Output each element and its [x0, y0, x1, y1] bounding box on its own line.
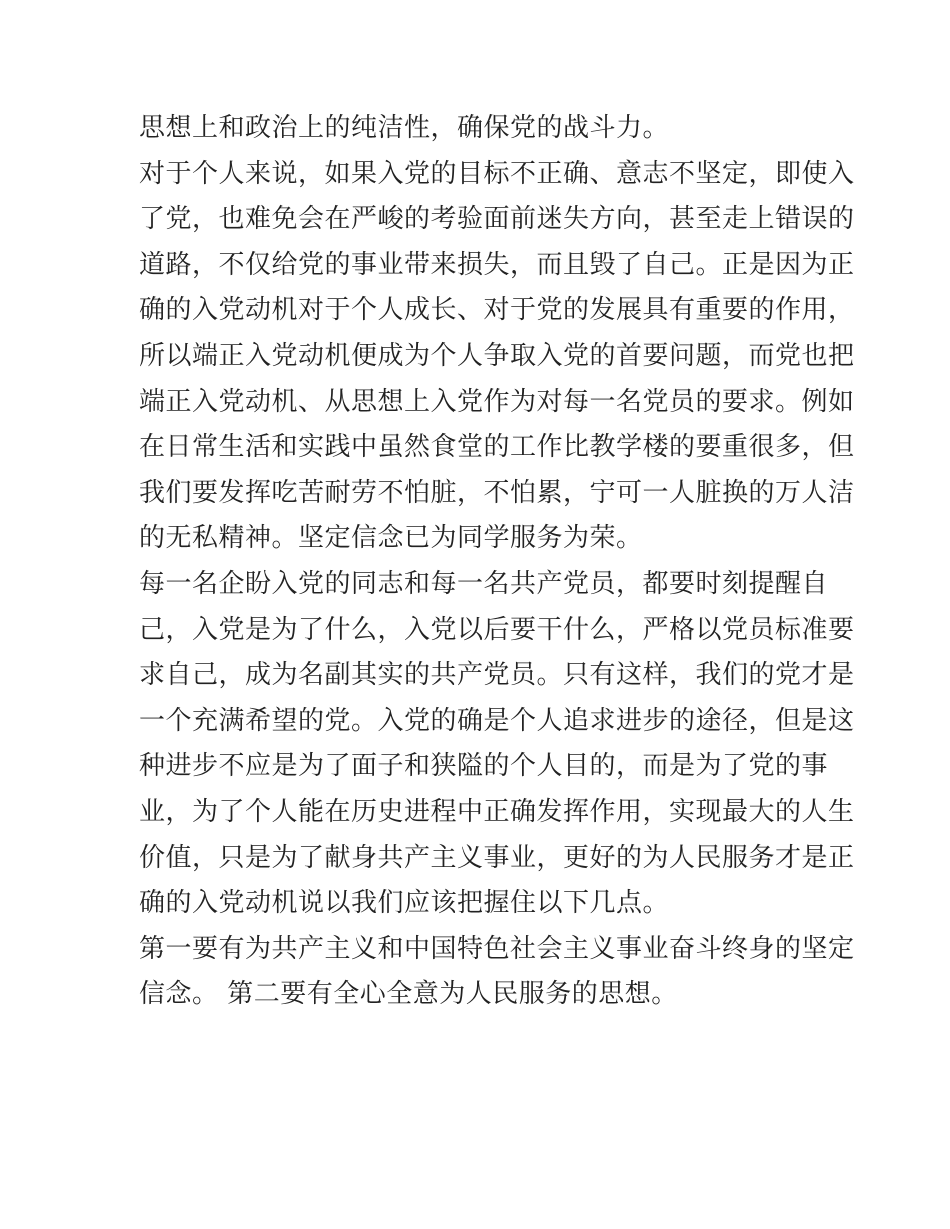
text-line: 一个充满希望的党。入党的确是个人追求进步的途径，但是这 [139, 705, 855, 736]
text-line: 在日常生活和实践中虽然食堂的工作比教学楼的要重很多，但 [139, 432, 855, 463]
text-line: 业，为了个人能在历史进程中正确发挥作用，实现最大的人生 [139, 796, 855, 827]
text-line: 对于个人来说，如果入党的目标不正确、意志不坚定，即使入 [139, 158, 855, 189]
text-line: 己，入党是为了什么，入党以后要干什么，严格以党员标准要 [139, 614, 855, 645]
text-line: 种进步不应是为了面子和狭隘的个人目的，而是为了党的事 [139, 751, 829, 782]
text-line: 价值，只是为了献身共产主义事业，更好的为人民服务才是正 [139, 842, 855, 873]
text-line: 我们要发挥吃苦耐劳不怕脏，不怕累，宁可一人脏换的万人洁 [139, 477, 855, 508]
text-line: 每一名企盼入党的同志和每一名共产党员，都要时刻提醒自 [139, 568, 829, 599]
text-line: 端正入党动机、从思想上入党作为对每一名党员的要求。例如 [139, 386, 855, 417]
text-line: 思想上和政治上的纯洁性，确保党的战斗力。 [139, 113, 670, 143]
text-line: 的无私精神。坚定信念已为同学服务为荣。 [139, 523, 643, 554]
text-line: 第一要有为共产主义和中国特色社会主义事业奋斗终身的坚定 [139, 933, 855, 964]
text-line: 信念。 第二要有全心全意为人民服务的思想。 [139, 979, 678, 1010]
text-line: 求自己，成为名副其实的共产党员。只有这样，我们的党才是 [139, 660, 855, 691]
text-line: 了党，也难免会在严峻的考验面前迷失方向，甚至走上错误的 [139, 204, 855, 235]
text-line: 确的入党动机对于个人成长、对于党的发展具有重要的作用， [139, 295, 855, 326]
body-text [139, 106, 855, 1018]
text-line: 所以端正入党动机便成为个人争取入党的首要问题，而党也把 [139, 340, 855, 371]
text-line: 道路，不仅给党的事业带来损失，而且毁了自己。正是因为正 [139, 249, 855, 280]
text-line: 确的入党动机说以我们应该把握住以下几点。 [139, 888, 670, 919]
